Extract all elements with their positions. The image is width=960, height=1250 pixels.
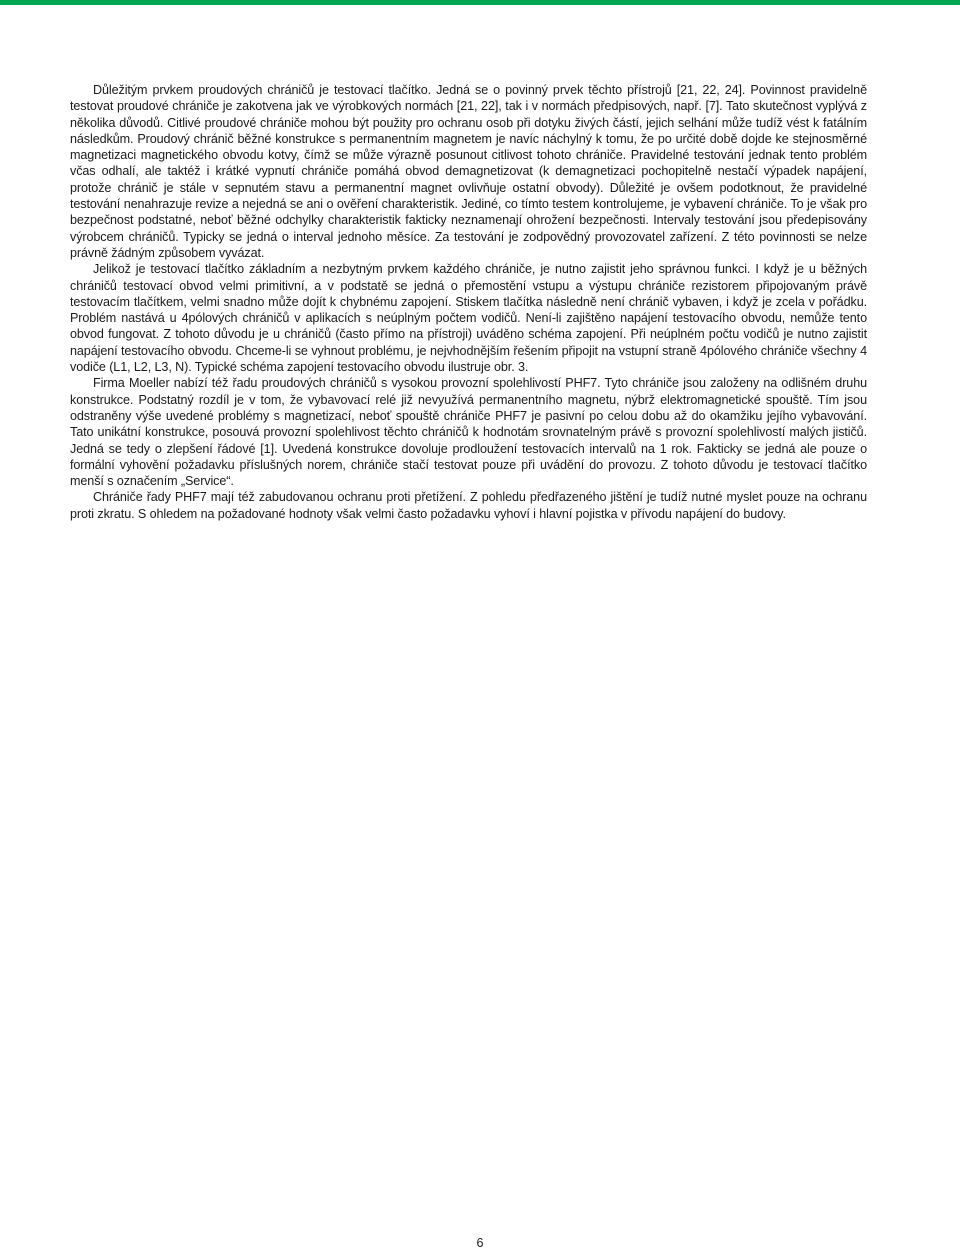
article-body	[70, 82, 867, 522]
paragraph-testing-button: Důležitým prvkem proudových chráničů je testovací tlačítko. Jedná se o povinný prvek těchto přístrojů [21, 22, 24]. Povinnost pravidelně testovat proudové chrániče je zakotvena jak ve výrobkových normách [21, 22], tak i v normách předpisových, např. [7]. Tato skutečnost vyplývá z několika důvodů. Citlivé proudové chrániče mohou být použity pro ochranu osob při dotyku živých částí, jejich selhání může tudíž vést k fatálním následkům. Proudový chránič běžné konstrukce s permanentním magnetem je navíc náchylný k tomu, že po určité době dojde ke stejnosměrné magnetizaci magnetického obvodu kotvy, čímž se může výrazně posunout citlivost tohoto chrániče. Pravidelné testování jednak tento problém včas odhalí, ale taktéž i krátké vypnutí chrániče pomáhá obvod demagnetizovat (k demagnetizaci pochopitelně nestačí výpadek napájení, protože chránič je stále v sepnutém stavu a permanentní magnet ovlivňuje ostatní obvody). Důležité je ovšem podotknout, že pravidelné testování nenahrazuje revize a nejedná se ani o ověření charakteristik. Jediné, co tímto testem kontrolujeme, je vybavení chrániče. To je však pro bezpečnost podstatné, neboť běžné odchylky charakteristik fakticky neznamenají ohrožení bezpečnosti. Intervaly testování jsou předepisovány výrobcem chráničů. Typicky se jedná o interval jednoho měsíce. Za testování je zodpovědný provozovatel zařízení. Z této povinnosti se nelze právně žádným způsobem vyvázat.	[70, 83, 867, 260]
paragraph-overload-protection: Chrániče řady PHF7 mají též zabudovanou ochranu proti přetížení. Z pohledu předřazeného jištění je tudíž nutné myslet pouze na ochranu proti zkratu. S ohledem na požadované hodnoty však velmi často požadavku vyhoví i hlavní pojistka v přívodu napájení do budovy.	[70, 490, 867, 521]
page-number: 6	[476, 1236, 484, 1250]
paragraph-test-circuit: Jelikož je testovací tlačítko základním a nezbytným prvkem každého chrániče, je nutno zajistit jeho správnou funkci. I když je u běžných chráničů testovací obvod velmi primitivní, a v podstatě se jedná o přemostění vstupu a výstupu chrániče rezistorem připojovaným právě testovacím tlačítkem, velmi snadno může dojít k chybnému zapojení. Stiskem tlačítka následně není chránič vybaven, i když je zcela v pořádku. Problém nastává u 4pólových chráničů v aplikacích s neúplným počtem vodičů. Není-li zajištěno napájení testovacího obvodu, nemůže tento obvod fungovat. Z tohoto důvodu je u chráničů (často přímo na přístroji) uváděno schéma zapojení. Při neúplném počtu vodičů je nutno zajistit napájení testovacího obvodu. Chceme-li se vyhnout problému, je nejvhodnějším řešením připojit na vstupní straně 4pólového chrániče všechny 4 vodiče (L1, L2, L3, N). Typické schéma zapojení testovacího obvodu ilustruje obr. 3.	[70, 262, 867, 375]
top-accent-bar	[0, 0, 960, 5]
paragraph-moeller-phf7: Firma Moeller nabízí též řadu proudových chráničů s vysokou provozní spolehlivostí PHF7. Tyto chrániče jsou založeny na odlišném druhu konstrukce. Podstatný rozdíl je v tom, že vybavovací relé již nevyužívá permanentního magnetu, nýbrž elektromagnetické spouště. Tím jsou odstraněny výše uvedené problémy s magnetizací, neboť spouště chrániče PHF7 je pasivní po celou dobu až do okamžiku jejího vybavování. Tato unikátní konstrukce, posouvá provozní spolehlivost těchto chráničů k hodnotám srovnatelným právě s provozní spolehlivostí malých jističů. Jedná se tedy o zlepšení řádové [1]. Uvedená konstrukce dovoluje prodloužení testovacích intervalů na 1 rok. Fakticky se jedná ale pouze o formální vyhovění požadavku příslušných norem, chrániče stačí testovat pouze při uvádění do provozu. Z tohoto důvodu je testovací tlačítko menší s označením „Service“.	[70, 376, 867, 489]
